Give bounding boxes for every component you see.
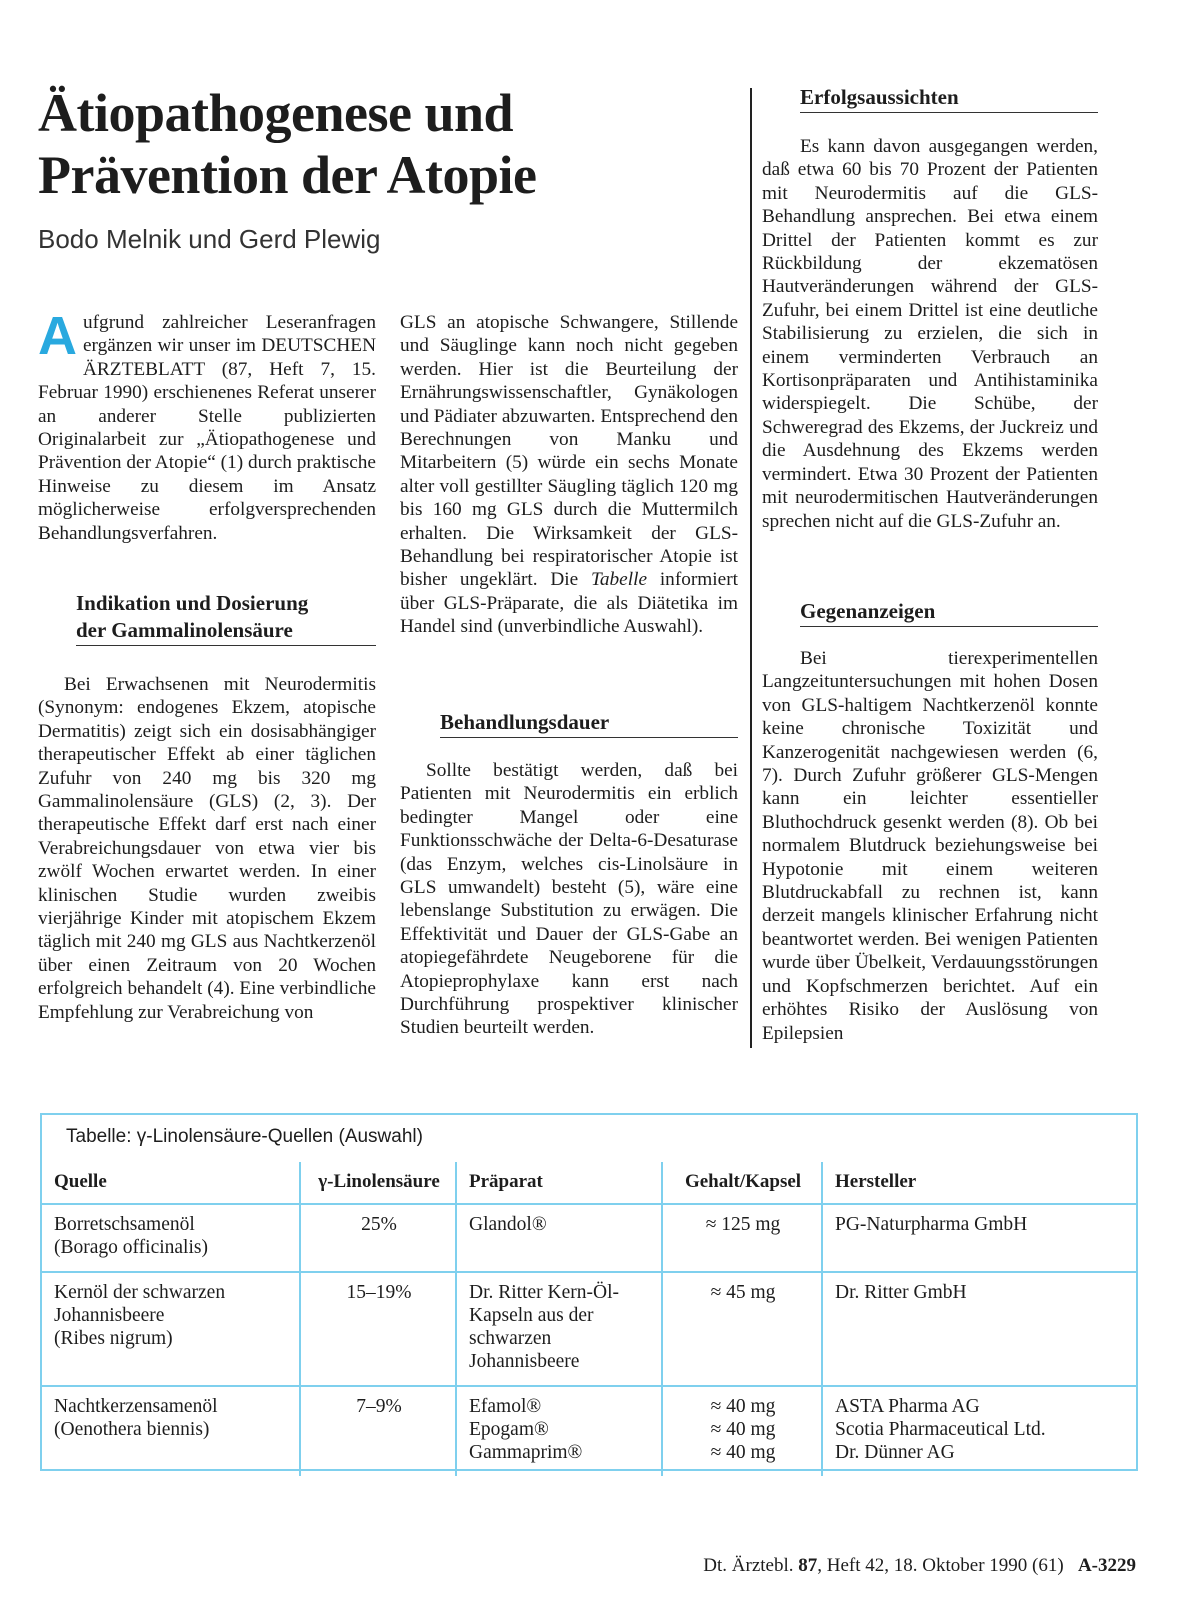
footer-journal: Dt. Ärztebl.	[703, 1555, 799, 1576]
cell-line: Johannisbeere	[469, 1351, 580, 1372]
cell-gehalt	[662, 1204, 822, 1272]
article-title	[38, 82, 718, 206]
cell-quelle	[42, 1204, 300, 1272]
header-quelle: Quelle	[42, 1162, 300, 1204]
intro-paragraph	[38, 306, 376, 545]
cell-hersteller	[822, 1204, 1136, 1272]
cell-line: Borretschsamenöl	[54, 1214, 195, 1235]
cell-quelle	[42, 1272, 300, 1386]
footer-volume: 87	[798, 1555, 818, 1576]
heading-indikation-line-1: Indikation und Dosierung	[76, 591, 309, 615]
column-3-body	[762, 647, 1098, 1045]
cell-line: ≈ 125 mg	[705, 1214, 781, 1235]
gla-sources-table	[42, 1162, 1136, 1476]
cell-gehalt	[662, 1386, 822, 1476]
cell-praeparat	[456, 1386, 662, 1476]
column-3	[762, 135, 1098, 533]
drop-cap: A	[38, 306, 77, 366]
cell-praeparat	[456, 1204, 662, 1272]
cell-line: Kapseln aus der	[469, 1305, 594, 1326]
cell-line: ≈ 40 mg	[710, 1396, 776, 1417]
cell-line: ≈ 45 mg	[710, 1282, 776, 1303]
cell-line: Epogam®	[469, 1419, 549, 1440]
intro-text: ufgrund zahlreicher Leseranfragen ergänzen wir unser im DEUTSCHEN ÄRZTEBLATT (87, Heft 7, 15. Februar 1990) erschienenes Referat unserer an anderer Stelle publizierten Originalarbeit zur „Ätiopathogenese und Prävention der Atopie“ (1) durch praktische Hinweise zu diesem im Ansatz möglicherweise erfolgversprechenden Behandlungsverfahren.	[38, 312, 376, 544]
behandlungsdauer-paragraph: Sollte bestätigt werden, daß bei Patienten mit Neurodermitis ein erblich bedingter Mangel oder eine Funktionsschwäche der Delta-6-Desaturase (das Enzym, welches cis-Linolsäure in GLS umwandelt) besteht (5), wäre eine lebenslange Substitution zu erwägen. Die Effektivität und Dauer der GLS-Gabe an atopiegefährdete Neugeborene für die Atopieprophylaxe kann erst nach Durchführung prospektiver klinischer Studien beurteilt werden.	[400, 760, 738, 1039]
gegenanzeigen-paragraph: Bei tierexperimentellen Langzeituntersuchungen mit hohen Dosen von GLS-haltigem Nachtkerzenöl konnte keine chronische Toxizität und Kanzerogenität nachgewiesen werden (6, 7). Durch Zufuhr größerer GLS-Mengen kann ein leichter essentieller Bluthochdruck gesenkt werden (8). Ob bei normalem Blutdruck beziehungsweise bei Hypotonie mit einem weiteren Blutdruckabfall zu rechnen ist, kann derzeit mangels klinischer Erfahrung nicht beantwortet werden. Bei wenigen Patienten wurde über Übelkeit, Verdauungsstörungen und Kopfschmerzen berichtet. Auf ein erhöhtes Risiko der Auslösung von Epilepsien	[762, 648, 1098, 1044]
cell-line: (Ribes nigrum)	[54, 1328, 173, 1349]
cell-line: PG-Naturpharma GmbH	[835, 1214, 1028, 1235]
cell-line: Glandol®	[469, 1214, 547, 1235]
header-hersteller: Hersteller	[822, 1162, 1136, 1204]
footer-page-number: A-3229	[1077, 1555, 1136, 1576]
column-1-body	[38, 673, 376, 1024]
cell-line: ASTA Pharma AG	[835, 1396, 980, 1417]
header-praeparat: Präparat	[456, 1162, 662, 1204]
gls-paragraph-a: GLS an atopische Schwangere, Stillende und Säuglinge kann noch nicht gegeben werden. Hier ist die Beurteilung der Ernährungswissenschaftler, Gynäkologen und Pädiater abzuwarten. Entsprechend den Berechnungen von Manku und Mitarbeitern (5) würde ein sechs Monate alter voll gestillter Säugling täglich 120 mg bis 160 mg GLS durch die Muttermilch erhalten. Die Wirksamkeit der GLS-Behandlung bei respiratorischer Atopie ist bisher ungeklärt. Die	[400, 312, 738, 591]
gls-paragraph	[400, 311, 738, 639]
heading-indikation	[76, 590, 376, 646]
heading-indikation-line-2: der Gammalinolensäure	[76, 618, 293, 642]
cell-line: (Borago officinalis)	[54, 1237, 208, 1258]
cell-line: schwarzen	[469, 1328, 552, 1349]
page-footer	[703, 1555, 1136, 1577]
table-row	[42, 1204, 1136, 1272]
column-rule	[750, 88, 752, 1048]
column-2	[400, 311, 738, 639]
cell-gla: 7–9%	[300, 1386, 456, 1476]
cell-line: Dr. Ritter GmbH	[835, 1282, 967, 1303]
footer-issue: , Heft 42, 18. Oktober 1990 (61)	[817, 1555, 1064, 1576]
table-caption: Tabelle: γ-Linolensäure-Quellen (Auswahl)	[66, 1126, 423, 1147]
cell-line: Johannisbeere	[54, 1305, 165, 1326]
cell-line: Dr. Dünner AG	[835, 1442, 955, 1463]
authors: Bodo Melnik und Gerd Plewig	[38, 224, 381, 254]
indikation-paragraph: Bei Erwachsenen mit Neurodermitis (Synonym: endogenes Ekzem, atopische Dermatitis) zeigt sich ein dosisabhängiger therapeutischer Effekt ab einer täglichen Zufuhr von 240 mg bis 320 mg Gammalinolensäure (GLS) (2, 3). Der therapeutische Effekt darf erst nach einer Verabreichungsdauer von etwa vier bis zwölf Wochen erwartet werden. In einer klinischen Studie wurden zweibis vierjährige Kinder mit atopischem Ekzem täglich mit 240 mg GLS aus Nachtkerzenöl über einen Zeitraum von 20 Wochen erfolgreich behandelt (4). Eine verbindliche Empfehlung zur Verabreichung von	[38, 674, 376, 1023]
cell-praeparat	[456, 1272, 662, 1386]
column-2-body	[400, 759, 738, 1040]
column-1	[38, 306, 376, 545]
cell-gla: 25%	[300, 1204, 456, 1272]
cell-line: (Oenothera biennis)	[54, 1419, 210, 1440]
erfolgsaussichten-paragraph: Es kann davon ausgegangen werden, daß etwa 60 bis 70 Prozent der Patienten mit Neurodermitis auf die GLS-Behandlung ansprechen. Bei etwa einem Drittel der Patienten kommt es zur Rückbildung der ekzematösen Hautveränderungen während der GLS-Zufuhr, bei einem Drittel ist eine deutliche Stabilisierung zu erzielen, die sich in einem verminderten Verbrauch an Kortisonpräparaten und Antihistaminika widerspiegelt. Die Schübe, der Schweregrad des Ekzems, der Juckreiz und die Ausdehnung des Ekzems werden vermindert. Etwa 30 Prozent der Patienten mit neurodermitischen Hautveränderungen sprechen nicht auf die GLS-Zufuhr an.	[762, 136, 1098, 532]
table-row	[42, 1272, 1136, 1386]
cell-line: Dr. Ritter Kern-Öl-	[469, 1282, 620, 1303]
cell-line: ≈ 40 mg	[710, 1442, 776, 1463]
table-header-row	[42, 1162, 1136, 1204]
table-reference: Tabelle	[590, 569, 648, 591]
heading-gegenanzeigen: Gegenanzeigen	[800, 598, 1098, 627]
cell-line: Nachtkerzensamenöl	[54, 1396, 218, 1417]
cell-line: ≈ 40 mg	[710, 1419, 776, 1440]
header-gla: γ-Linolensäure	[300, 1162, 456, 1204]
cell-line: Gammaprim®	[469, 1442, 583, 1463]
title-line-2: Prävention der Atopie	[38, 145, 537, 205]
cell-gehalt	[662, 1272, 822, 1386]
cell-hersteller	[822, 1272, 1136, 1386]
gls-paragraph-b: informiert über GLS-Präparate, die als Diätetika im Handel sind (unverbindliche Auswahl).	[400, 569, 738, 638]
cell-line: Efamol®	[469, 1396, 542, 1417]
cell-quelle	[42, 1386, 300, 1476]
heading-erfolgsaussichten: Erfolgsaussichten	[800, 84, 1098, 113]
cell-gla: 15–19%	[300, 1272, 456, 1386]
cell-line: Scotia Pharmaceutical Ltd.	[835, 1419, 1046, 1440]
cell-line: Kernöl der schwarzen	[54, 1282, 226, 1303]
title-line-1: Ätiopathogenese und	[38, 83, 514, 143]
table-row	[42, 1386, 1136, 1476]
heading-behandlungsdauer: Behandlungsdauer	[440, 709, 738, 738]
cell-hersteller	[822, 1386, 1136, 1476]
header-gehalt: Gehalt/Kapsel	[662, 1162, 822, 1204]
